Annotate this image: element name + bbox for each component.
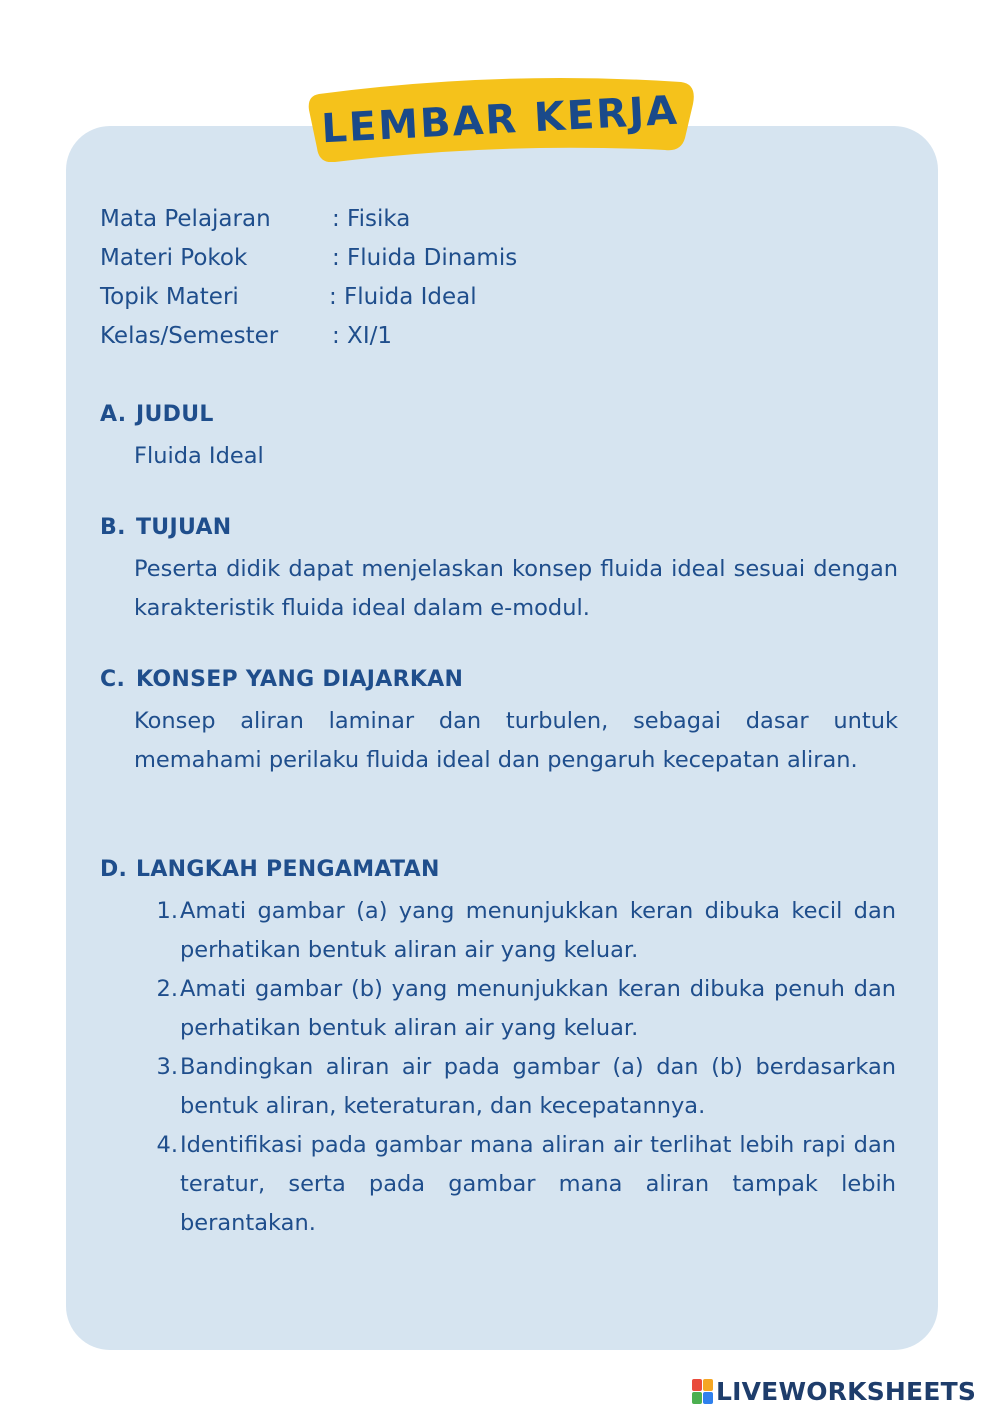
page-title: LEMBAR KERJA (320, 87, 680, 153)
step-text: Amati gambar (b) yang menunjukkan keran dibuka penuh dan perhatikan bentuk aliran air yang keluar. (180, 976, 896, 1041)
section-letter: C. (100, 667, 126, 692)
step-number: 3. (156, 1054, 178, 1080)
list-item (156, 892, 896, 970)
section-letter: A. (100, 402, 127, 427)
section-title: TUJUAN (136, 515, 232, 540)
meta-row (100, 317, 517, 356)
section-letter: D. (100, 857, 128, 882)
section-konsep (100, 667, 900, 780)
section-title: LANGKAH PENGAMATAN (136, 857, 440, 882)
list-item (156, 970, 896, 1048)
steps-list (156, 892, 896, 1243)
meta-row (100, 278, 517, 317)
meta-row (100, 239, 517, 278)
section-body: Fluida Ideal (134, 443, 264, 469)
list-item (156, 1126, 896, 1243)
section-tujuan (100, 515, 900, 628)
step-number: 2. (156, 976, 178, 1002)
step-text: Amati gambar (a) yang menunjukkan keran dibuka kecil dan perhatikan bentuk aliran air yang keluar. (180, 898, 896, 963)
meta-value: : Fisika (332, 206, 411, 232)
section-title: JUDUL (136, 402, 214, 427)
section-heading (100, 667, 900, 692)
step-text: Identifikasi pada gambar mana aliran air terlihat lebih rapi dan teratur, serta pada gambar mana aliran tampak lebih berantakan. (180, 1132, 896, 1236)
section-heading (100, 402, 900, 427)
meta-label: Topik Materi (100, 284, 239, 310)
section-body: Konsep aliran laminar dan turbulen, sebagai dasar untuk memahami perilaku fluida ideal dan pengaruh kecepatan aliran. (134, 708, 898, 773)
step-number: 4. (156, 1132, 178, 1158)
title-banner (305, 72, 695, 162)
meta-info (100, 200, 517, 356)
section-langkah (100, 857, 900, 1243)
section-letter: B. (100, 515, 126, 540)
meta-label: Kelas/Semester (100, 323, 279, 349)
step-text: Bandingkan aliran air pada gambar (a) dan (b) berdasarkan bentuk aliran, keteraturan, dan kecepatannya. (180, 1054, 896, 1119)
list-item (156, 1048, 896, 1126)
step-number: 1. (156, 898, 178, 924)
section-heading (100, 515, 900, 540)
meta-label: Materi Pokok (100, 245, 248, 271)
section-title: KONSEP YANG DIAJARKAN (136, 667, 464, 692)
meta-value: : XI/1 (332, 323, 392, 349)
meta-label: Mata Pelajaran (100, 206, 271, 232)
liveworksheets-watermark (692, 1374, 976, 1408)
meta-value: : Fluida Ideal (329, 284, 477, 310)
liveworksheets-logo-icon (692, 1379, 713, 1404)
section-heading (100, 857, 900, 882)
section-judul (100, 402, 900, 476)
watermark-text: LIVEWORKSHEETS (716, 1376, 977, 1406)
meta-row (100, 200, 517, 239)
section-body: Peserta didik dapat menjelaskan konsep fluida ideal sesuai dengan karakteristik fluida ideal dalam e-modul. (134, 556, 898, 621)
meta-value: : Fluida Dinamis (332, 245, 518, 271)
